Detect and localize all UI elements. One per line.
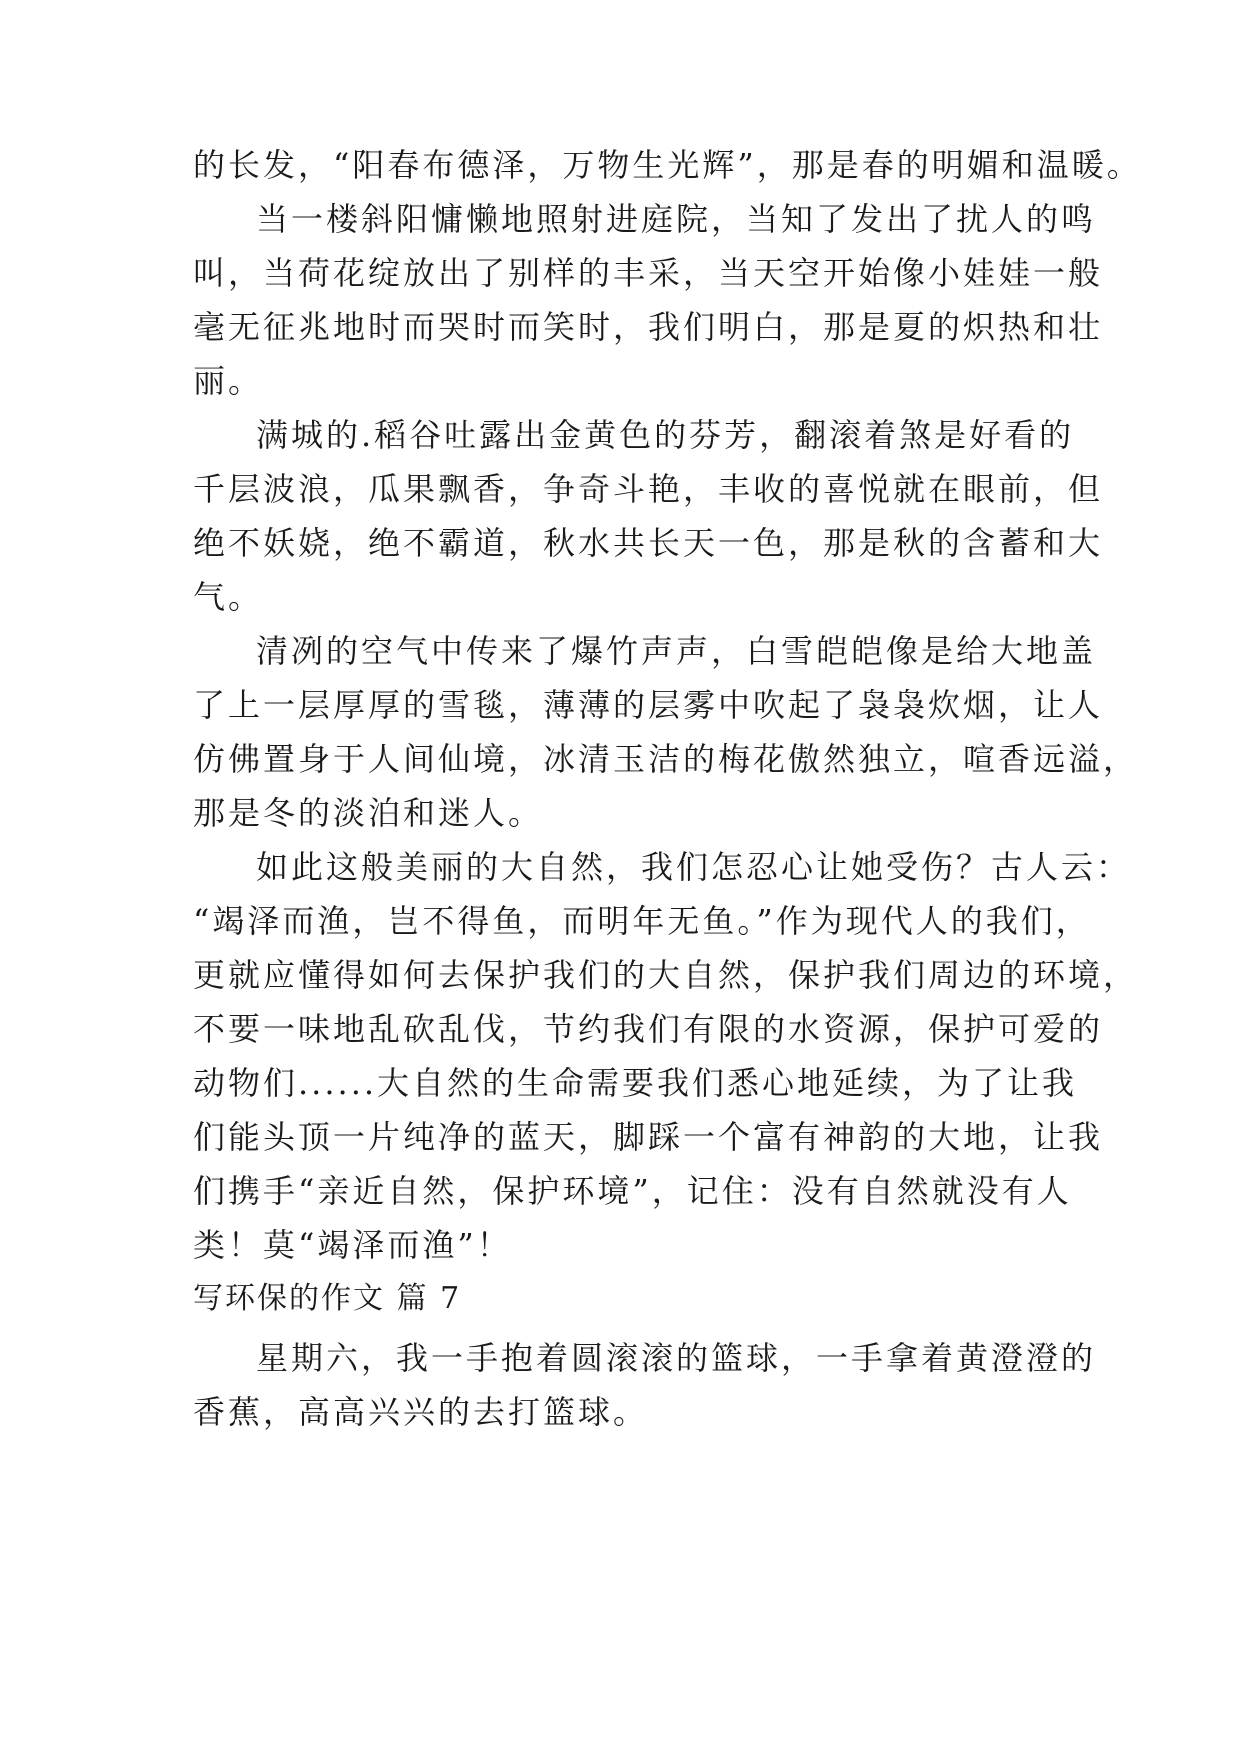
paragraph-line: 气。 [193, 578, 264, 616]
paragraph-line: 香蕉，高高兴兴的去打篮球。 [193, 1393, 649, 1431]
paragraph-line: 更就应懂得如何去保护我们的大自然，保护我们周边的环境， [193, 956, 1139, 994]
paragraph-line: 如此这般美丽的大自然，我们怎忍心让她受伤？古人云： [256, 848, 1132, 886]
paragraph-line: 那是冬的淡泊和迷人。 [193, 794, 544, 832]
paragraph-line: 类！莫“竭泽而渔”！ [193, 1226, 512, 1264]
paragraph-line: 星期六，我一手抱着圆滚滚的篮球，一手拿着黄澄澄的 [256, 1339, 1097, 1377]
paragraph-line: “竭泽而渔，岂不得鱼，而明年无鱼。”作为现代人的我们， [193, 902, 1091, 940]
paragraph-line: 毫无征兆地时而哭时而笑时，我们明白，那是夏的炽热和壮 [193, 308, 1104, 346]
paragraph-line: 不要一味地乱砍乱伐，节约我们有限的水资源，保护可爱的 [193, 1010, 1104, 1048]
paragraph-line: 当一楼斜阳慵懒地照射进庭院，当知了发出了扰人的鸣 [256, 200, 1097, 238]
paragraph-line: 丽。 [193, 362, 264, 400]
paragraph-line: 叫，当荷花绽放出了别样的丰采，当天空开始像小娃娃一般 [193, 254, 1104, 292]
paragraph-line: 了上一层厚厚的雪毯，薄薄的层雾中吹起了袅袅炊烟，让人 [193, 686, 1104, 724]
paragraph-line: 的长发，“阳春布德泽，万物生光辉”，那是春的明媚和温暖。 [193, 146, 1142, 184]
section-heading: 写环保的作文 篇 7 [193, 1281, 462, 1316]
paragraph-line: 动物们......大自然的生命需要我们悉心地延续，为了让我 [193, 1064, 1078, 1102]
paragraph-line: 们能头顶一片纯净的蓝天，脚踩一个富有神韵的大地，让我 [193, 1118, 1104, 1156]
paragraph-line: 绝不妖娆，绝不霸道，秋水共长天一色，那是秋的含蓄和大 [193, 524, 1104, 562]
paragraph-line: 清冽的空气中传来了爆竹声声，白雪皑皑像是给大地盖 [256, 632, 1097, 670]
paragraph-line: 满城的.稻谷吐露出金黄色的芬芳，翻滚着煞是好看的 [256, 416, 1075, 454]
paragraph-line: 仿佛置身于人间仙境，冰清玉洁的梅花傲然独立，喧香远溢， [193, 740, 1139, 778]
paragraph-line: 千层波浪，瓜果飘香，争奇斗艳，丰收的喜悦就在眼前，但 [193, 470, 1104, 508]
paragraph-line: 们携手“亲近自然，保护环境”，记住：没有自然就没有人 [193, 1172, 1072, 1210]
